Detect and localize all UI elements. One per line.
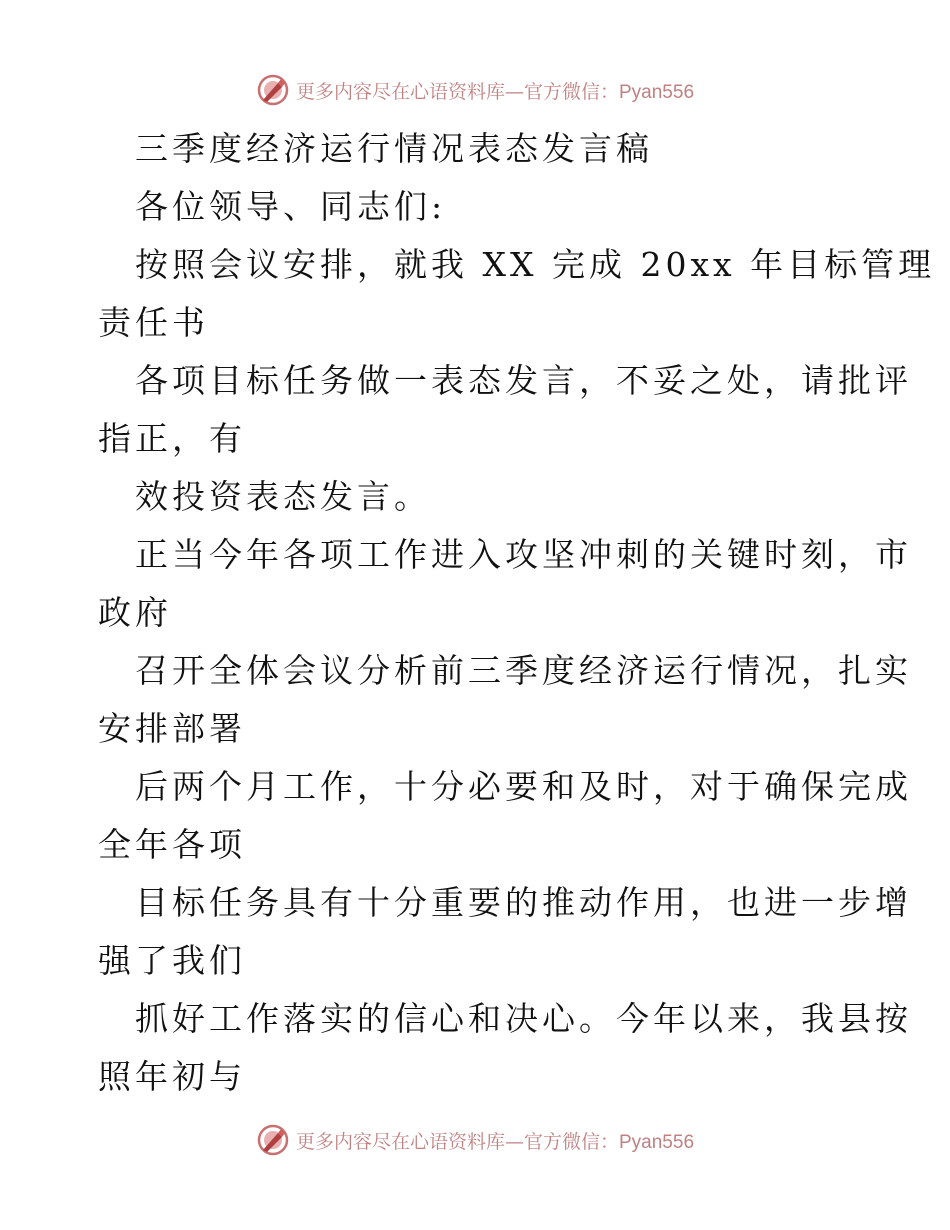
paragraph-line: 政府 — [98, 593, 172, 632]
paragraph-line: 按照会议安排，就我 XX 完成 20xx 年目标管理 — [135, 245, 936, 284]
pen-logo-icon — [256, 1123, 290, 1157]
paragraph-line: 安排部署 — [98, 709, 246, 748]
paragraph-line: 后两个月工作，十分必要和及时，对于确保完成 — [135, 767, 912, 806]
watermark-text — [296, 77, 694, 104]
header-watermark — [0, 72, 950, 108]
watermark-id: Pyan556 — [619, 1131, 695, 1153]
document-title: 三季度经济运行情况表态发言稿 — [135, 129, 653, 168]
paragraph-line: 效投资表态发言。 — [135, 477, 431, 516]
watermark-label: 更多内容尽在心语资料库—官方微信： — [295, 1130, 619, 1153]
paragraph-line: 召开全体会议分析前三季度经济运行情况，扎实 — [135, 651, 912, 690]
watermark-text — [296, 1127, 694, 1154]
paragraph-line: 抓好工作落实的信心和决心。今年以来，我县按 — [135, 999, 912, 1038]
watermark-id: Pyan556 — [619, 81, 695, 103]
paragraph-line: 目标任务具有十分重要的推动作用，也进一步增 — [135, 883, 912, 922]
watermark-label: 更多内容尽在心语资料库—官方微信： — [295, 80, 619, 103]
footer-watermark — [0, 1122, 950, 1158]
document-body — [98, 120, 936, 1106]
salutation: 各位领导、同志们: — [135, 187, 447, 226]
paragraph-line: 强了我们 — [98, 941, 246, 980]
paragraph-line: 指正，有 — [98, 419, 246, 458]
paragraph-line: 正当今年各项工作进入攻坚冲刺的关键时刻，市 — [135, 535, 912, 574]
paragraph-line: 照年初与 — [98, 1057, 246, 1096]
pen-logo-icon — [256, 73, 290, 107]
paragraph-line: 各项目标任务做一表态发言，不妥之处，请批评 — [135, 361, 912, 400]
paragraph-line: 全年各项 — [98, 825, 246, 864]
paragraph-line: 责任书 — [98, 303, 209, 342]
